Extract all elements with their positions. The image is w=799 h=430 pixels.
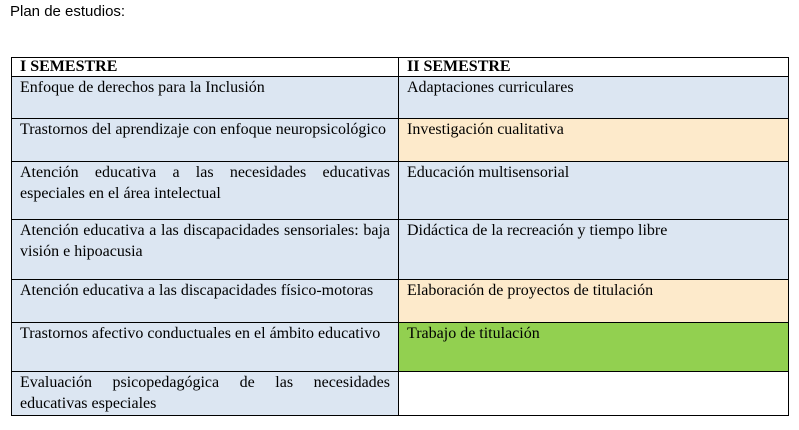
page-title: Plan de estudios: [10, 3, 126, 20]
semester-2-course: Trabajo de titulación [399, 323, 789, 372]
semester-2-course: Educación multisensorial [399, 162, 789, 220]
header-semester-1: I SEMESTRE [12, 58, 399, 77]
semester-1-course: Trastornos afectivo conductuales en el ámbito educativo [12, 323, 399, 372]
semester-2-course: Adaptaciones curriculares [399, 77, 789, 119]
semester-1-course: Trastornos del aprendizaje con enfoque neuropsicológico [12, 119, 399, 162]
semester-1-course: Atención educativa a las discapacidades físico-motoras [12, 280, 399, 323]
semester-1-course: Evaluación psicopedagógica de las necesidades educativas especiales [12, 372, 399, 416]
semester-1-course: Enfoque de derechos para la Inclusión [12, 77, 399, 119]
table-row [12, 323, 789, 372]
table-row [12, 77, 789, 119]
semester-2-course: Elaboración de proyectos de titulación [399, 280, 789, 323]
table-row [12, 280, 789, 323]
semester-1-course: Atención educativa a las necesidades educativas especiales en el área intelectual [12, 162, 399, 220]
semester-2-empty-cell [399, 372, 789, 416]
semester-1-course: Atención educativa a las discapacidades sensoriales: baja visión e hipoacusia [12, 220, 399, 280]
table-row [12, 372, 789, 416]
study-plan-table [11, 57, 789, 416]
header-semester-2: II SEMESTRE [399, 58, 789, 77]
semester-2-course: Didáctica de la recreación y tiempo libre [399, 220, 789, 280]
table-row [12, 162, 789, 220]
table-row [12, 220, 789, 280]
table-row [12, 119, 789, 162]
table-header-row [12, 58, 789, 77]
semester-2-course: Investigación cualitativa [399, 119, 789, 162]
